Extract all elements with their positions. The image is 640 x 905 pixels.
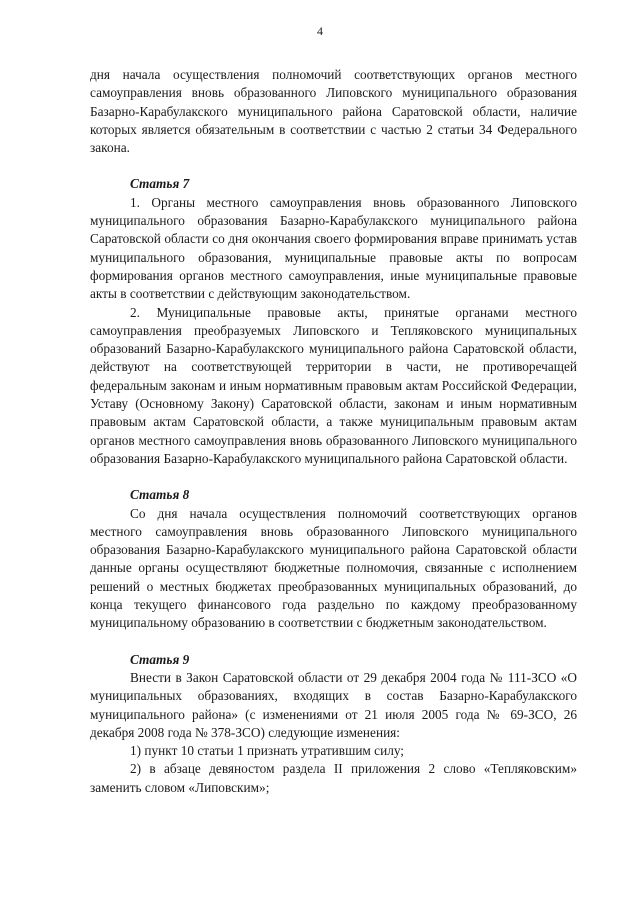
page-number: 4 xyxy=(317,24,323,38)
intro-paragraph: дня начала осуществления полномочий соответствующих органов местного самоуправления вновь образованного Липовского муниципального образования Базарно-Карабулакского муниципального района Саратовской области, наличие которых является обязательным в соответствии с частью 2 статьи 34 Федерального закона. xyxy=(90,67,577,156)
amendment-item: 2) в абзаце девяностом раздела II приложения 2 слово «Тепляковским» заменить словом «Липовским»; xyxy=(90,761,577,795)
article-heading: Статья 8 xyxy=(130,487,190,503)
document-body xyxy=(90,66,577,797)
article-paragraph: Внести в Закон Саратовской области от 29 декабря 2004 года № 111-ЗСО «О муниципальных образованиях, входящих в состав Базарно-Карабулакского муниципального района» (с изменениями от 21 июля 2005 года № 69-ЗСО, 26 декабря 2008 года № 378-ЗСО) следующие изменения: xyxy=(90,669,577,740)
article-heading: Статья 7 xyxy=(130,176,190,192)
article-paragraph: 1. Органы местного самоуправления вновь образованного Липовского муниципального образования Базарно-Карабулакского муниципального района Саратовской области со дня окончания своего формирования вправе принимать устав муниципального образования, муниципальные правовые акты по вопросам формирования органов местного самоуправления, иные муниципальные правовые акты в соответствии с действующим законодательством. xyxy=(90,194,577,302)
article-8 xyxy=(90,486,577,632)
article-heading: Статья 9 xyxy=(130,651,190,667)
article-paragraph: Со дня начала осуществления полномочий соответствующих органов местного самоуправления вновь образованного Липовского муниципального образования Базарно-Карабулакского муниципального района Саратовской области данные органы осуществляют бюджетные полномочия, связанные с исполнением решений о местных бюджетах преобразованных муниципальных образований, до конца текущего финансового года раздельно по каждому преобразованному муниципальному образованию в соответствии с бюджетным законодательством. xyxy=(90,505,577,631)
article-7 xyxy=(90,175,577,468)
article-9 xyxy=(90,651,577,797)
amendment-item: 1) пункт 10 статьи 1 признать утратившим силу; xyxy=(130,743,404,759)
article-paragraph: 2. Муниципальные правовые акты, принятые органами местного самоуправления преобразуемых Липовского и Тепляковского муниципальных образований Базарно-Карабулакского муниципального района Саратовской области, действуют на соответствующей территории в части, не противоречащей федеральным законам и иным нормативным правовым актам Российской Федерации, Уставу (Основному Закону) Саратовской области, законам и иным нормативным правовым актам Саратовской области, а также муниципальным правовым актам органов местного самоуправления вновь образованного Липовского муниципального образования Базарно-Карабулакского муниципального района Саратовской области. xyxy=(90,304,577,466)
